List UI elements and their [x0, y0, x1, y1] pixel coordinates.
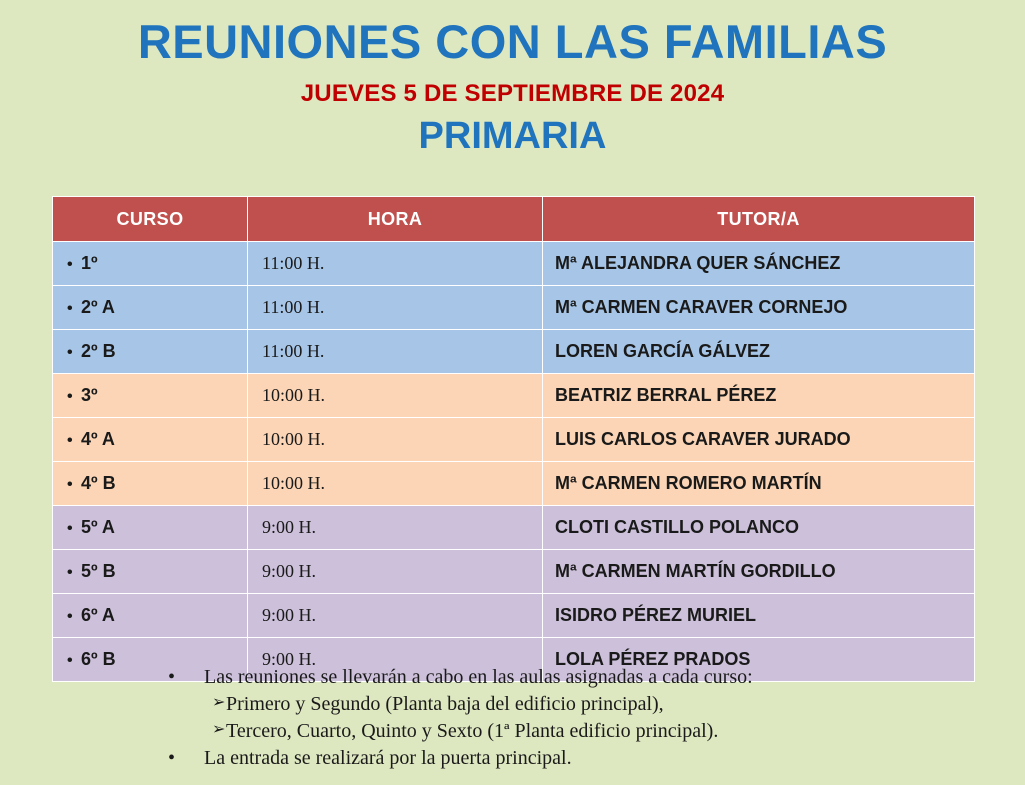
cell-tutor: Mª CARMEN CARAVER CORNEJO — [543, 286, 975, 330]
cell-hora: 10:00 H. — [248, 374, 543, 418]
cell-tutor: LOLA PÉREZ PRADOS — [543, 638, 975, 682]
bullet-icon: • — [168, 747, 176, 769]
cell-curso — [53, 594, 248, 638]
column-header-curso: CURSO — [53, 197, 248, 242]
curso-label: 4º A — [81, 429, 115, 449]
curso-label: 2º A — [81, 297, 115, 317]
cell-curso — [53, 506, 248, 550]
curso-label: 6º B — [81, 649, 116, 669]
curso-label: 4º B — [81, 473, 116, 493]
bullet-icon: • — [67, 256, 73, 273]
cell-hora: 9:00 H. — [248, 506, 543, 550]
table-row — [53, 550, 975, 594]
cell-hora: 10:00 H. — [248, 418, 543, 462]
note-subtext: Primero y Segundo (Planta baja del edificio principal), — [226, 693, 664, 715]
table-header — [53, 197, 975, 242]
bullet-icon: • — [67, 608, 73, 625]
curso-label: 1º — [81, 253, 98, 273]
slide — [0, 16, 1025, 785]
cell-hora: 9:00 H. — [248, 594, 543, 638]
curso-label: 5º B — [81, 561, 116, 581]
bullet-icon: • — [67, 564, 73, 581]
cell-curso — [53, 330, 248, 374]
notes-block — [168, 664, 968, 772]
cell-tutor: Mª CARMEN MARTÍN GORDILLO — [543, 550, 975, 594]
arrow-icon: ➢ — [212, 721, 226, 738]
bullet-icon: • — [67, 344, 73, 361]
cell-curso — [53, 418, 248, 462]
table-row — [53, 462, 975, 506]
table-header-row — [53, 197, 975, 242]
cell-curso — [53, 374, 248, 418]
meeting-date: JUEVES 5 DE SEPTIEMBRE DE 2024 — [300, 79, 725, 107]
bullet-icon: • — [168, 666, 176, 688]
cell-curso — [53, 286, 248, 330]
arrow-icon: ➢ — [212, 694, 226, 711]
cell-hora: 11:00 H. — [248, 330, 543, 374]
cell-tutor: Mª ALEJANDRA QUER SÁNCHEZ — [543, 242, 975, 286]
cell-hora: 10:00 H. — [248, 462, 543, 506]
bullet-icon: • — [67, 520, 73, 537]
cell-curso — [53, 242, 248, 286]
note-subitem — [212, 718, 968, 745]
curso-label: 5º A — [81, 517, 115, 537]
table-row — [53, 594, 975, 638]
bullet-icon: • — [67, 300, 73, 317]
bullet-icon: • — [67, 388, 73, 405]
cell-tutor: Mª CARMEN ROMERO MARTÍN — [543, 462, 975, 506]
note-item — [168, 745, 968, 772]
cell-tutor: BEATRIZ BERRAL PÉREZ — [543, 374, 975, 418]
bullet-icon: • — [67, 432, 73, 449]
table-row — [53, 330, 975, 374]
page-title: REUNIONES CON LAS FAMILIAS — [137, 15, 888, 68]
curso-label: 6º A — [81, 605, 115, 625]
table-body — [53, 242, 975, 682]
cell-tutor: ISIDRO PÉREZ MURIEL — [543, 594, 975, 638]
cell-curso — [53, 550, 248, 594]
cell-tutor: LOREN GARCÍA GÁLVEZ — [543, 330, 975, 374]
curso-label: 2º B — [81, 341, 116, 361]
cell-hora: 9:00 H. — [248, 550, 543, 594]
column-header-tutor: TUTOR/A — [543, 197, 975, 242]
table-row — [53, 374, 975, 418]
column-header-hora: HORA — [248, 197, 543, 242]
cell-hora: 11:00 H. — [248, 286, 543, 330]
note-subtext: Tercero, Cuarto, Quinto y Sexto (1ª Planta edificio principal). — [226, 720, 719, 742]
cell-tutor: LUIS CARLOS CARAVER JURADO — [543, 418, 975, 462]
note-text: Las reuniones se llevarán a cabo en las aulas asignadas a cada curso: — [204, 666, 753, 688]
stage-title: PRIMARIA — [418, 114, 607, 157]
table-row — [53, 286, 975, 330]
schedule-table — [52, 196, 975, 682]
cell-hora: 11:00 H. — [248, 242, 543, 286]
table-row — [53, 506, 975, 550]
bullet-icon: • — [67, 652, 73, 669]
cell-tutor: CLOTI CASTILLO POLANCO — [543, 506, 975, 550]
note-item — [168, 664, 968, 691]
table-row — [53, 242, 975, 286]
schedule-table-wrapper — [52, 196, 974, 682]
note-subitem — [212, 691, 968, 718]
cell-hora: 9:00 H. — [248, 638, 543, 682]
curso-label: 3º — [81, 385, 98, 405]
table-row — [53, 418, 975, 462]
note-text: La entrada se realizará por la puerta principal. — [204, 747, 572, 769]
bullet-icon: • — [67, 476, 73, 493]
cell-curso — [53, 462, 248, 506]
